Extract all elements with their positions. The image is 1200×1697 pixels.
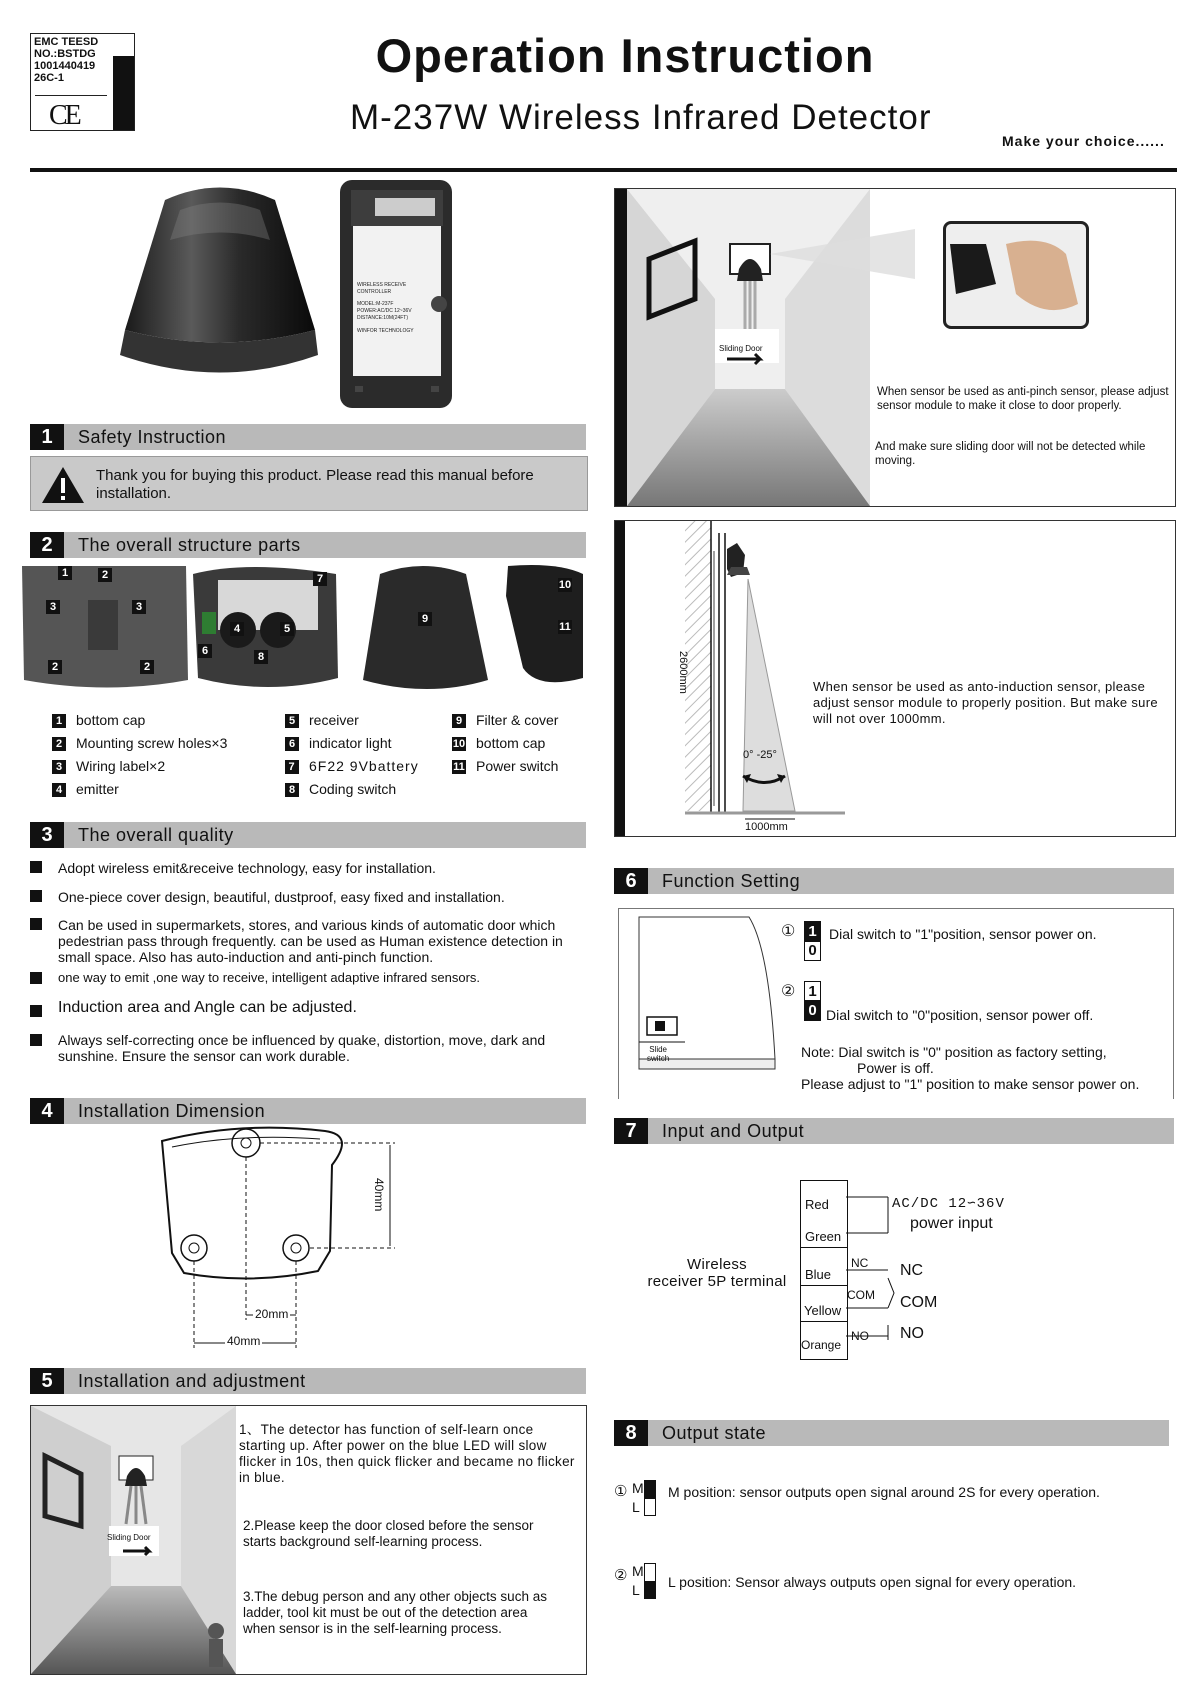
- section-number: 7: [614, 1118, 648, 1144]
- section-number: 6: [614, 868, 648, 894]
- switch-l: L: [632, 1582, 640, 1598]
- auto-induction-text: When sensor be used as anto-induction sensor, please adjust sensor module to properly position. But make sure will not over 1000mm.: [813, 679, 1158, 726]
- page-title: Operation Instruction: [375, 29, 875, 82]
- sensor-side-sketch: [619, 909, 789, 1099]
- photo-number: 1: [58, 566, 72, 580]
- wire-label: Yellow: [804, 1303, 842, 1318]
- receiver-label-line: CONTROLLER: [357, 289, 392, 295]
- part-item: 9 Filter & cover: [452, 712, 558, 728]
- anti-pinch-text: When sensor be used as anti-pinch sensor, please adjust sensor module to make it close to door properly.: [877, 386, 1169, 412]
- hand-adjust-illustration: [946, 224, 1086, 326]
- width-label: 1000mm: [745, 821, 788, 833]
- circle-number: ②: [614, 1567, 628, 1584]
- quality-item: One-piece cover design, beautiful, dustproof, easy fixed and installation.: [58, 889, 505, 905]
- terminal-block: [800, 1180, 848, 1360]
- photo-number: 3: [132, 600, 146, 614]
- photo-number: 7: [313, 572, 327, 586]
- part-item: 2 Mounting screw holes×3: [52, 735, 227, 751]
- section-number: 4: [30, 1098, 64, 1124]
- quality-item: Induction area and Angle can be adjusted.: [58, 999, 357, 1016]
- photo-number: 2: [48, 660, 62, 674]
- quality-item: one way to emit ,one way to receive, intelligent adaptive infrared sensors.: [58, 970, 481, 985]
- install-step-3: 3.The debug person and any other objects such as ladder, tool kit must be out of the detection area when sensor is in the self-learning process.: [243, 1589, 547, 1636]
- dial-on-text: Dial switch to "1"position, sensor power on.: [829, 926, 1097, 942]
- section-1-header: [30, 424, 586, 450]
- function-frame: [618, 908, 1174, 1099]
- receiver-label-line: WINFOR TECHNOLOGY: [357, 328, 414, 334]
- output-m-text: M position: sensor outputs open signal around 2S for every operation.: [668, 1484, 1100, 1500]
- section-title: Safety Instruction: [78, 427, 227, 447]
- slide-switch-label: [647, 1045, 669, 1063]
- warning-icon: [41, 465, 85, 505]
- cert-bar: [113, 56, 134, 130]
- certification-box: [30, 33, 135, 131]
- photo-number: 3: [46, 600, 60, 614]
- header-rule: [30, 168, 1177, 172]
- section-number: 1: [30, 424, 64, 450]
- section-title: Input and Output: [662, 1121, 805, 1141]
- tagline: Make your choice......: [1002, 133, 1165, 149]
- receiver-label-line: WIRELESS RECEIVE: [357, 282, 407, 288]
- photo-number: 8: [254, 650, 268, 664]
- power-input-label: power input: [910, 1215, 993, 1232]
- bullet: [30, 1034, 42, 1046]
- section-title: Installation and adjustment: [78, 1371, 306, 1391]
- com-label: COM: [900, 1294, 938, 1311]
- auto-induction-frame: [614, 520, 1176, 837]
- bullet: [30, 972, 42, 984]
- dial-digit: 1: [804, 981, 821, 1002]
- dimension-offset: 20mm: [255, 1307, 289, 1321]
- note-line: Note: Dial switch is "0" position as factory setting,: [801, 1044, 1107, 1060]
- sliding-door-label: Sliding Door: [719, 344, 763, 353]
- section-title: The overall structure parts: [78, 535, 301, 555]
- part-item: 10 bottom cap: [452, 735, 546, 751]
- part-item: 5 receiver: [285, 712, 359, 728]
- anti-pinch-frame: [614, 188, 1176, 507]
- part-item: 4 emitter: [52, 781, 119, 797]
- photo-number: 10: [558, 579, 572, 591]
- cert-divider: [35, 95, 107, 96]
- part-item: 3 Wiring label×2: [52, 758, 165, 774]
- wire-label: Orange: [801, 1338, 842, 1352]
- side-view-diagram: [615, 521, 845, 836]
- section-title: Installation Dimension: [78, 1101, 266, 1121]
- dial-digit: 1: [804, 921, 821, 942]
- section-3-header: [30, 822, 586, 848]
- terminal-label-line: Wireless: [687, 1256, 747, 1273]
- part-item: 11 Power switch: [453, 758, 559, 774]
- terminal-label-line: receiver 5P terminal: [647, 1273, 787, 1290]
- power-spec: AC/DC 12∽36V: [892, 1196, 1005, 1212]
- no-small: NO: [851, 1329, 869, 1343]
- section-8-header: [614, 1420, 1169, 1446]
- page-subtitle: M-237W Wireless Infrared Detector: [350, 98, 932, 137]
- circle-number: ①: [614, 1483, 628, 1500]
- receiver-label: [357, 282, 437, 335]
- function-note: [801, 1044, 1139, 1092]
- install-frame: [30, 1405, 587, 1675]
- receiver-label-line: POWER:AC/DC 12~36V: [357, 308, 412, 314]
- height-label: 2600mm: [677, 651, 689, 694]
- terminal-label: [637, 1256, 797, 1290]
- note-line: Please adjust to "1" position to make sensor power on.: [801, 1076, 1140, 1092]
- section-7-header: [614, 1118, 1174, 1144]
- nc-small: NC: [851, 1256, 869, 1270]
- dimension-width: 40mm: [227, 1334, 261, 1348]
- wire-label: Green: [805, 1229, 842, 1244]
- part-item: 6 indicator light: [285, 735, 392, 751]
- dimension-height: 40mm: [372, 1178, 386, 1212]
- dial-digit: 0: [804, 1000, 821, 1021]
- safety-text: Thank you for buying this product. Please read this manual before installation.: [96, 467, 534, 502]
- switch-block: [644, 1480, 656, 1499]
- switch-m: M: [632, 1480, 644, 1496]
- switch-block: [644, 1498, 656, 1516]
- slide-switch-label-line: switch: [647, 1054, 670, 1063]
- quality-item: Always self-correcting once be influenced by quake, distortion, move, dark and sunshine. Ensure the sensor can work durable.: [58, 1032, 546, 1064]
- photo-number: 2: [98, 568, 112, 582]
- section-title: Output state: [662, 1423, 767, 1443]
- photo-number: 4: [230, 622, 244, 636]
- photo-number: 5: [280, 622, 294, 636]
- part-item: 7 6F22 9Vbattery: [285, 758, 419, 774]
- bullet: [30, 1005, 42, 1017]
- dial-switch-off: [804, 981, 821, 1021]
- part-item: 8 Coding switch: [285, 781, 396, 797]
- no-label: NO: [900, 1325, 924, 1342]
- com-small: COM: [847, 1288, 875, 1302]
- output-l-text: L position: Sensor always outputs open signal for every operation.: [668, 1574, 1077, 1590]
- section-5-header: [30, 1368, 586, 1394]
- wire-label: Red: [805, 1197, 829, 1212]
- dial-digit: 0: [804, 940, 821, 961]
- section-2-header: [30, 532, 586, 558]
- bullet: [30, 918, 42, 930]
- section-6-header: [614, 868, 1174, 894]
- receiver-label-line: MODEL:M-237F: [357, 301, 394, 307]
- bullet: [30, 861, 42, 873]
- bullet: [30, 890, 42, 902]
- photo-number: 11: [559, 621, 571, 633]
- safety-box: [30, 456, 588, 511]
- section-number: 3: [30, 822, 64, 848]
- section-number: 5: [30, 1368, 64, 1394]
- receiver-label-line: DISTANCE:10M(24FT): [357, 315, 409, 321]
- wire-label: Blue: [805, 1267, 832, 1282]
- detector-photo: [110, 180, 330, 410]
- part-item: 1 bottom cap: [52, 712, 145, 728]
- slide-switch-label-line: Slide: [649, 1045, 668, 1054]
- detail-photo: [943, 221, 1089, 329]
- dial-off-text: Dial switch to "0"position, sensor power off.: [826, 1007, 1094, 1023]
- nc-label: NC: [900, 1262, 924, 1279]
- dial-switch-on: [804, 921, 821, 961]
- angle-label: 0° -25°: [743, 749, 777, 761]
- photo-number: 6: [198, 644, 212, 658]
- switch-l: L: [632, 1499, 640, 1515]
- quality-item: Adopt wireless emit&receive technology, easy for installation.: [58, 860, 436, 876]
- section-4-header: [30, 1098, 586, 1124]
- circle-number: ②: [781, 983, 796, 1000]
- section-title: The overall quality: [78, 825, 234, 845]
- anti-pinch-note: And make sure sliding door will not be detected while moving.: [875, 441, 1146, 467]
- quality-item: Can be used in supermarkets, stores, and various kinds of automatic door which pedestrian pass through frequently. can be used as Human existence detection in small space. Also has auto-induction and anti-pinch function.: [58, 917, 563, 965]
- switch-block: [644, 1563, 656, 1582]
- switch-m: M: [632, 1563, 644, 1579]
- ce-mark: CE: [49, 100, 79, 131]
- note-line: Power is off.: [857, 1060, 934, 1076]
- sliding-door-label: Sliding Door: [107, 1533, 151, 1542]
- circle-number: ①: [781, 923, 796, 940]
- section-title: Function Setting: [662, 871, 801, 891]
- section-number: 8: [614, 1420, 648, 1446]
- photo-number: 2: [140, 660, 154, 674]
- install-step-1: 1、The detector has function of self-learn once starting up. After power on the blue LED will slow flicker in 10s, then quick flicker and became no flicker in blue.: [239, 1422, 575, 1485]
- switch-block: [644, 1581, 656, 1599]
- cert-text: EMC TEESD NO.:BSTDG 1001440419 26C-1: [34, 36, 99, 84]
- section-number: 2: [30, 532, 64, 558]
- photo-number: 9: [418, 612, 432, 626]
- install-step-2: 2.Please keep the door closed before the sensor starts background self-learning process.: [243, 1518, 534, 1549]
